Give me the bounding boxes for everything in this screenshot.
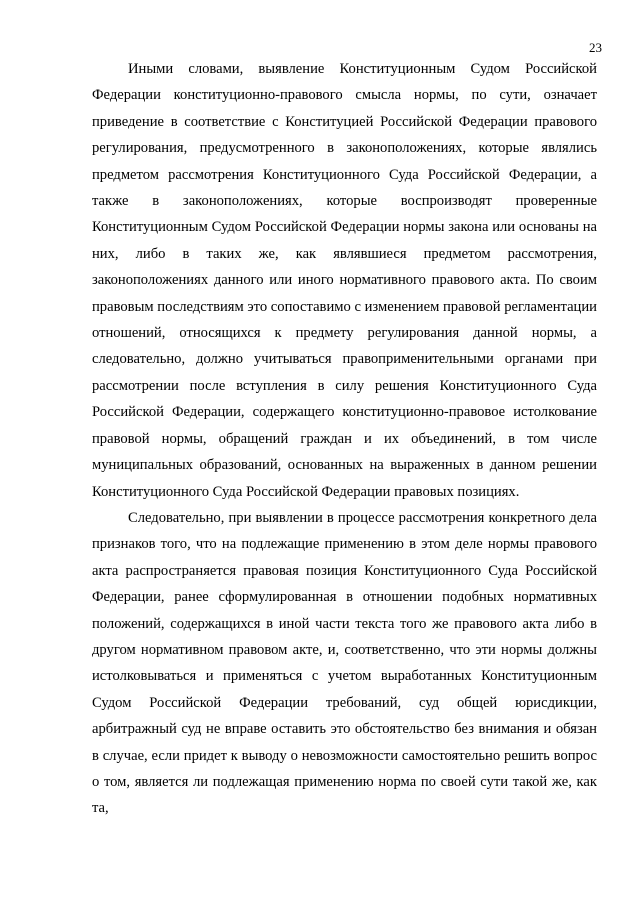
page-number: 23: [589, 40, 602, 55]
paragraph-2: Следовательно, при выявлении в процессе рассмотрения конкретного дела признаков того, что на подлежащие применению в этом деле нормы правового акта распространяется правовая позиция Конституционного Суда Российской Федерации, ранее сформулированная в отношении подобных нормативных положений, содержащихся в иной части текста того же правового акта либо в другом нормативном правовом акте, и, соответственно, что эти нормы должны истолковываться и применяться с учетом выработанных Конституционным Судом Российской Федерации требований, суд общей юрисдикции, арбитражный суд не вправе оставить это обстоятельство без внимания и обязан в случае, если придет к выводу о невозможности самостоятельно решить вопрос о том, является ли подлежащая применению норма по своей сути такой же, как та,: [92, 509, 597, 817]
body-text: [92, 56, 597, 822]
paragraph-1: Иными словами, выявление Конституционным Судом Российской Федерации конституционно-правового смысла нормы, по сути, означает приведение в соответствие с Конституцией Российской Федерации правового регулирования, предусмотренного в законоположениях, которые являлись предметом рассмотрения Конституционного Суда Российской Федерации, а также в законоположениях, которые воспроизводят проверенные Конституционным Судом Российской Федерации нормы закона или основаны на них, либо в таких же, как являвшиеся предметом рассмотрения, законоположениях данного или иного нормативного правового акта. По своим правовым последствиям это сопоставимо с изменением правовой регламентации отношений, относящихся к предмету регулирования данной нормы, а следовательно, должно учитываться правоприменительными органами при рассмотрении после вступления в силу решения Конституционного Суда Российской Федерации, содержащего конституционно-правовое истолкование правовой нормы, обращений граждан и их объединений, в том числе муниципальных образований, основанных на выраженных в данном решении Конституционного Суда Российской Федерации правовых позициях.: [92, 61, 597, 500]
